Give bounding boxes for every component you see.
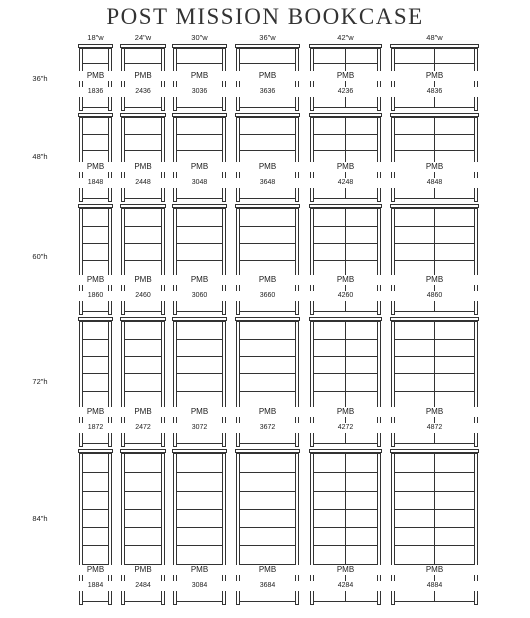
width-label: 24"w <box>134 33 152 42</box>
bookcase-4884 <box>390 449 479 605</box>
width-label: 30"w <box>191 33 208 42</box>
model-number: 4836 <box>390 87 479 97</box>
series-label: PMB <box>309 565 382 575</box>
series-label: PMB <box>120 275 166 285</box>
model-number: 3660 <box>235 291 300 301</box>
shelf <box>125 491 161 492</box>
bookcase-3060 <box>172 204 227 315</box>
bookcase-base <box>239 198 296 202</box>
model-number: 4872 <box>390 423 479 433</box>
bookcase-2448 <box>120 113 166 202</box>
shelf <box>125 243 161 244</box>
shelf <box>240 356 295 357</box>
bookcase-base <box>394 311 475 315</box>
model-number: 4272 <box>309 423 382 433</box>
shelf <box>177 260 222 261</box>
bookcase-1872 <box>78 317 113 447</box>
width-label: 18"w <box>87 33 104 42</box>
shelf <box>240 260 295 261</box>
bookcase-3072 <box>172 317 227 447</box>
bookcase-base <box>124 198 162 202</box>
shelf <box>177 545 222 546</box>
bookcase-base <box>82 311 109 315</box>
bookcase-body <box>395 453 474 601</box>
shelf <box>83 491 108 492</box>
shelf <box>125 472 161 473</box>
shelf <box>83 545 108 546</box>
shelf <box>177 527 222 528</box>
model-number: 3648 <box>235 178 300 188</box>
bookcase-3648 <box>235 113 300 202</box>
shelf <box>177 391 222 392</box>
bookcase-body <box>83 453 108 601</box>
bookcase-base <box>176 198 223 202</box>
series-label: PMB <box>390 162 479 172</box>
series-label: PMB <box>390 407 479 417</box>
series-label: PMB <box>120 71 166 81</box>
model-number: 4848 <box>390 178 479 188</box>
shelf <box>240 226 295 227</box>
series-label: PMB <box>78 407 113 417</box>
shelf <box>177 509 222 510</box>
model-number: 2484 <box>120 581 166 591</box>
bookcase-right-post <box>222 117 226 202</box>
shelf <box>125 391 161 392</box>
series-label: PMB <box>235 275 300 285</box>
shelf <box>125 373 161 374</box>
bookcase-4272 <box>309 317 382 447</box>
series-label: PMB <box>390 71 479 81</box>
model-number: 3048 <box>172 178 227 188</box>
series-label: PMB <box>390 565 479 575</box>
bookcase-base <box>313 107 378 111</box>
bookcase-base <box>124 443 162 447</box>
shelf <box>177 491 222 492</box>
shelf <box>83 243 108 244</box>
series-label: PMB <box>390 275 479 285</box>
shelf <box>177 150 222 151</box>
bookcase-4836 <box>390 44 479 111</box>
model-number: 3672 <box>235 423 300 433</box>
bookcase-base <box>394 198 475 202</box>
model-number: 4248 <box>309 178 382 188</box>
series-label: PMB <box>78 565 113 575</box>
model-number: 3036 <box>172 87 227 97</box>
shelf <box>240 472 295 473</box>
bookcase-base <box>124 311 162 315</box>
bookcase-right-post <box>295 117 299 202</box>
shelf <box>125 339 161 340</box>
bookcase-4236 <box>309 44 382 111</box>
series-label: PMB <box>235 162 300 172</box>
center-divider <box>345 454 346 601</box>
model-number: 1860 <box>78 291 113 301</box>
model-number: 4884 <box>390 581 479 591</box>
bookcase-right-post <box>474 117 478 202</box>
bookcase-right-post <box>161 117 165 202</box>
shelf <box>125 356 161 357</box>
series-label: PMB <box>120 162 166 172</box>
shelf <box>240 63 295 64</box>
shelf <box>177 472 222 473</box>
bookcase-4260 <box>309 204 382 315</box>
bookcase-base <box>313 443 378 447</box>
shelf <box>83 134 108 135</box>
bookcase-base <box>239 107 296 111</box>
shelf <box>177 373 222 374</box>
bookcase-right-post <box>108 117 112 202</box>
bookcase-4872 <box>390 317 479 447</box>
shelf <box>240 134 295 135</box>
shelf <box>125 545 161 546</box>
series-label: PMB <box>78 162 113 172</box>
bookcase-2472 <box>120 317 166 447</box>
model-number: 4860 <box>390 291 479 301</box>
model-number: 3684 <box>235 581 300 591</box>
bookcase-base <box>176 311 223 315</box>
shelf <box>240 339 295 340</box>
bookcase-base <box>82 198 109 202</box>
shelf <box>125 509 161 510</box>
bookcase-base <box>394 601 475 605</box>
model-number: 2472 <box>120 423 166 433</box>
series-label: PMB <box>172 71 227 81</box>
shelf <box>125 260 161 261</box>
bookcase-base <box>313 198 378 202</box>
shelf <box>240 391 295 392</box>
bookcase-base <box>239 601 296 605</box>
bookcase-base <box>313 311 378 315</box>
bookcase-2436 <box>120 44 166 111</box>
bookcase-4248 <box>309 113 382 202</box>
shelf <box>125 226 161 227</box>
shelf <box>125 134 161 135</box>
bookcase-body <box>177 453 222 601</box>
bookcase-base <box>394 443 475 447</box>
shelf <box>83 339 108 340</box>
series-label: PMB <box>235 71 300 81</box>
shelf <box>83 391 108 392</box>
bookcase-4284 <box>309 449 382 605</box>
shelf <box>177 134 222 135</box>
shelf <box>125 63 161 64</box>
shelf <box>83 356 108 357</box>
width-label: 36"w <box>259 33 276 42</box>
shelf <box>177 226 222 227</box>
shelf <box>83 260 108 261</box>
bookcase-1860 <box>78 204 113 315</box>
shelf <box>240 150 295 151</box>
model-number: 1836 <box>78 87 113 97</box>
bookcase-base <box>82 601 109 605</box>
shelf <box>177 63 222 64</box>
series-label: PMB <box>120 407 166 417</box>
bookcase-3036 <box>172 44 227 111</box>
bookcase-1836 <box>78 44 113 111</box>
series-label: PMB <box>78 71 113 81</box>
bookcase-base <box>124 107 162 111</box>
series-label: PMB <box>309 275 382 285</box>
page-title: POST MISSION BOOKCASE <box>106 4 424 29</box>
shelf <box>177 339 222 340</box>
series-label: PMB <box>172 565 227 575</box>
bookcase-3636 <box>235 44 300 111</box>
bookcase-base <box>176 601 223 605</box>
width-label: 42"w <box>337 33 354 42</box>
model-number: 3060 <box>172 291 227 301</box>
shelf <box>240 527 295 528</box>
model-number: 1884 <box>78 581 113 591</box>
bookcase-1848 <box>78 113 113 202</box>
model-number: 2460 <box>120 291 166 301</box>
shelf <box>240 545 295 546</box>
series-label: PMB <box>235 565 300 575</box>
shelf <box>83 509 108 510</box>
center-divider <box>434 454 435 601</box>
shelf <box>177 243 222 244</box>
model-number: 2436 <box>120 87 166 97</box>
model-number: 4260 <box>309 291 382 301</box>
bookcase-3660 <box>235 204 300 315</box>
model-number: 1848 <box>78 178 113 188</box>
bookcase-base <box>82 443 109 447</box>
model-number: 1872 <box>78 423 113 433</box>
bookcase-base <box>176 443 223 447</box>
height-label: 60"h <box>32 252 48 261</box>
bookcase-2484 <box>120 449 166 605</box>
bookcase-3084 <box>172 449 227 605</box>
bookcase-2460 <box>120 204 166 315</box>
series-label: PMB <box>120 565 166 575</box>
bookcase-body <box>314 453 377 601</box>
series-label: PMB <box>172 407 227 417</box>
model-number: 2448 <box>120 178 166 188</box>
series-label: PMB <box>235 407 300 417</box>
shelf <box>125 150 161 151</box>
bookcase-base <box>82 107 109 111</box>
shelf <box>177 356 222 357</box>
bookcase-4860 <box>390 204 479 315</box>
height-label: 72"h <box>32 377 48 386</box>
height-label: 48"h <box>32 152 48 161</box>
bookcase-base <box>313 601 378 605</box>
model-number: 3636 <box>235 87 300 97</box>
bookcase-4848 <box>390 113 479 202</box>
bookcase-3672 <box>235 317 300 447</box>
bookcase-base <box>239 443 296 447</box>
shelf <box>240 491 295 492</box>
model-number: 3072 <box>172 423 227 433</box>
bookcase-3684 <box>235 449 300 605</box>
bookcase-1884 <box>78 449 113 605</box>
shelf <box>240 373 295 374</box>
shelf <box>83 527 108 528</box>
height-label: 36"h <box>32 74 48 83</box>
shelf <box>83 150 108 151</box>
model-number: 4284 <box>309 581 382 591</box>
series-label: PMB <box>172 275 227 285</box>
series-label: PMB <box>78 275 113 285</box>
model-number: 3084 <box>172 581 227 591</box>
shelf <box>125 527 161 528</box>
bookcase-right-post <box>377 117 381 202</box>
bookcase-body <box>125 453 161 601</box>
shelf <box>240 243 295 244</box>
bookcase-body <box>240 453 295 601</box>
bookcase-base <box>176 107 223 111</box>
shelf <box>240 509 295 510</box>
shelf <box>83 373 108 374</box>
bookcase-3048 <box>172 113 227 202</box>
series-label: PMB <box>309 407 382 417</box>
series-label: PMB <box>309 162 382 172</box>
shelf <box>83 63 108 64</box>
model-number: 4236 <box>309 87 382 97</box>
width-label: 48"w <box>426 33 443 42</box>
shelf <box>83 472 108 473</box>
bookcase-base <box>239 311 296 315</box>
shelf <box>83 226 108 227</box>
height-label: 84"h <box>32 514 48 523</box>
bookcase-base <box>394 107 475 111</box>
series-label: PMB <box>172 162 227 172</box>
series-label: PMB <box>309 71 382 81</box>
bookcase-base <box>124 601 162 605</box>
